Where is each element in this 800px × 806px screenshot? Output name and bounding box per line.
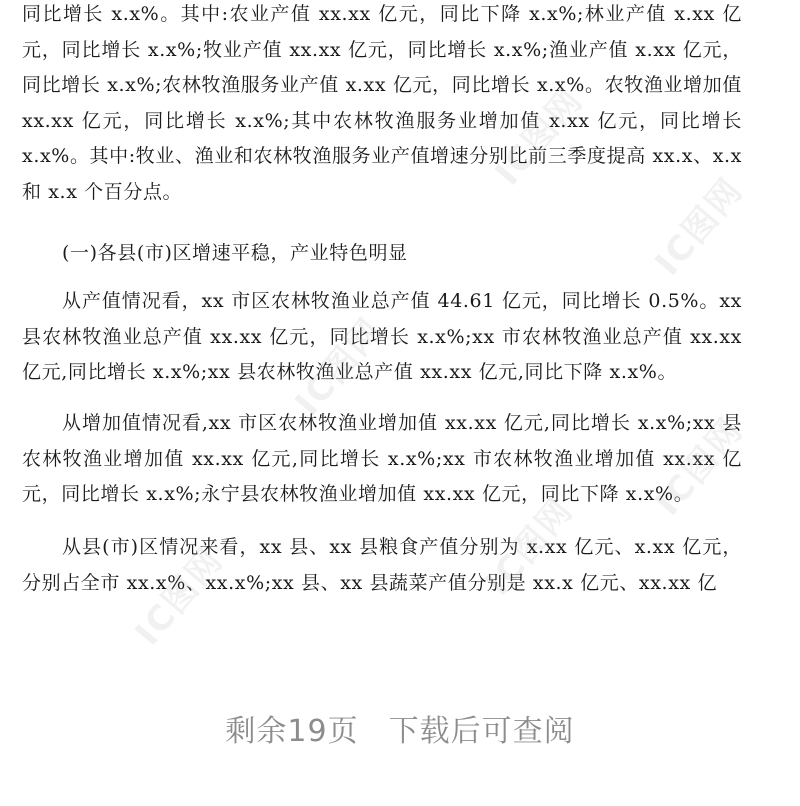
paragraph-2: 从产值情况看，xx 市区农林牧渔业总产值 44.61 亿元，同比增长 0.5%。xx 县农林牧渔业总产值 xx.xx 亿元，同比增长 x.x%;xx 市农林牧渔业总产值 xx.xx 亿元,同比增长 x.x%;xx 县农林牧渔业总产值 xx.xx 亿元,同比下降 x.x%。 [22, 290, 742, 383]
watermark-logo: IC图网 [477, 490, 582, 604]
watermark-logo: IC图网 [287, 310, 392, 424]
watermark-logo: IC图网 [127, 540, 232, 654]
paragraph-4: 从县(市)区情况来看，xx 县、xx 县粮食产值分别为 x.xx 亿元、x.xx 亿元，分别占全市 xx.x%、xx.x%;xx 县、xx 县蔬菜产值分别是 xx.x 亿元、xx.xx 亿 [22, 536, 742, 594]
paragraph-3: 从增加值情况看,xx 市区农林牧渔业增加值 xx.xx 亿元,同比增长 x.x%;xx 县农林牧渔业增加值 xx.xx 亿元,同比增长 x.x%;xx 市农林牧渔业增加值 xx.xx 亿元，同比增长 x.x%;永宁县农林牧渔业增加值 xx.xx 亿元，同比下降 x.x%。 [22, 412, 742, 505]
watermark-logo: IC图网 [487, 80, 592, 194]
paragraph-1: 同比增长 x.x%。其中:农业产值 xx.xx 亿元，同比下降 x.x%;林业产值 x.xx 亿元，同比增长 x.x%;牧业产值 xx.xx 亿元，同比增长 x.x%;渔业产值 x.xx 亿元，同比增长 x.x%;农林牧渔服务业产值 x.xx 亿元，同比增长 x.x%。农牧渔业增加值 xx.xx 亿元，同比增长 x.x%;其中农林牧渔服务业增加值 x.xx 亿元，同比增长 x.x%。其中:牧业、渔业和农林牧渔服务业产值增速分别比前三季度提高 xx.x、x.x 和 x.x 个百分点。 [22, 3, 742, 203]
section-heading: (一)各县(市)区增速平稳，产业特色明显 [62, 242, 408, 264]
remaining-pages-label: 剩余19页 [225, 714, 359, 749]
watermark-logo: IC图网 [647, 410, 752, 524]
remaining-pages-notice[interactable] [0, 706, 800, 750]
watermark-logo: IC图网 [647, 170, 752, 284]
download-hint-label: 下载后可查阅 [388, 714, 575, 749]
